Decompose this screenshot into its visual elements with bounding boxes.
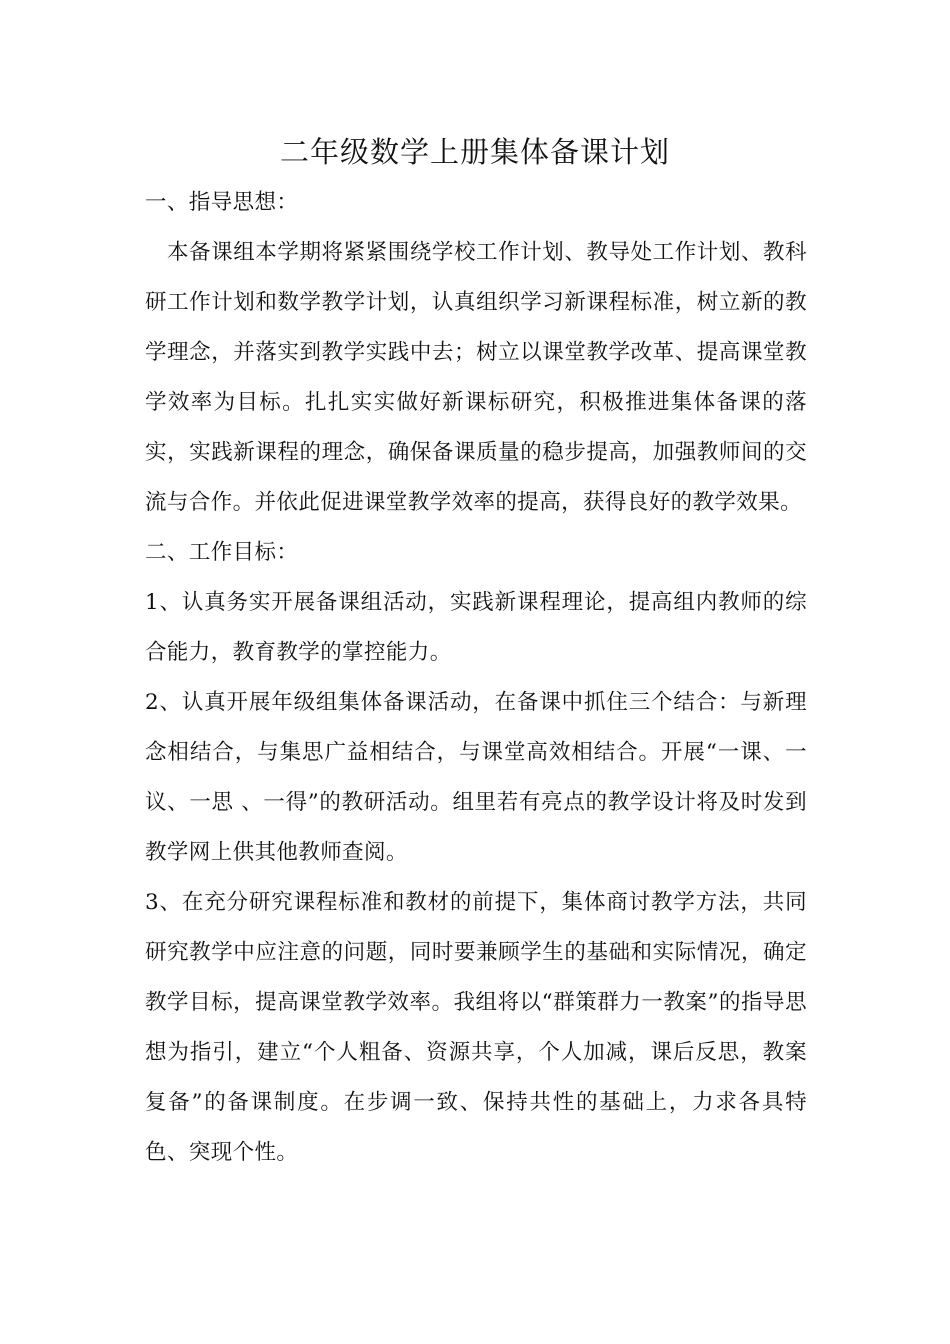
guiding-thought-paragraph: 本备课组本学期将紧紧围绕学校工作计划、教导处工作计划、教科研工作计划和数学教学计划，认真组织学习新课程标准，树立新的教学理念，并落实到教学实践中去；树立以课堂教学改革、提高课堂教学效率为目标。扎扎实实做好新课标研究，积极推进集体备课的落实，实践新课程的理念，确保备课质量的稳步提高，加强教师间的交流与合作。并依此促进课堂教学效率的提高，获得良好的教学效果。 xyxy=(145,240,807,515)
document-body xyxy=(145,178,807,1178)
document-title: 二年级数学上册集体备课计划 xyxy=(279,135,670,169)
section-heading-work-goals: 二、工作目标： xyxy=(145,540,299,565)
work-goal-item-1: 1、认真务实开展备课组活动，实践新课程理论，提高组内教师的综合能力，教育教学的掌控能力。 xyxy=(145,590,807,665)
work-goal-item-2: 2、认真开展年级组集体备课活动，在备课中抓住三个结合：与新理念相结合，与集思广益相结合，与课堂高效相结合。开展“一课、一议、一思 、一得”的教研活动。组里若有亮点的教学设计将及时发到教学网上供其他教师查阅。 xyxy=(145,690,807,865)
section-heading-guiding-thought: 一、指导思想： xyxy=(145,190,299,215)
work-goal-item-3: 3、在充分研究课程标准和教材的前提下，集体商讨教学方法，共同研究教学中应注意的问题，同时要兼顾学生的基础和实际情况，确定教学目标，提高课堂教学效率。我组将以“群策群力一教案”的指导思想为指引，建立“个人粗备、资源共享，个人加减，课后反思，教案复备”的备课制度。在步调一致、保持共性的基础上，力求各具特色、突现个性。 xyxy=(145,890,807,1165)
